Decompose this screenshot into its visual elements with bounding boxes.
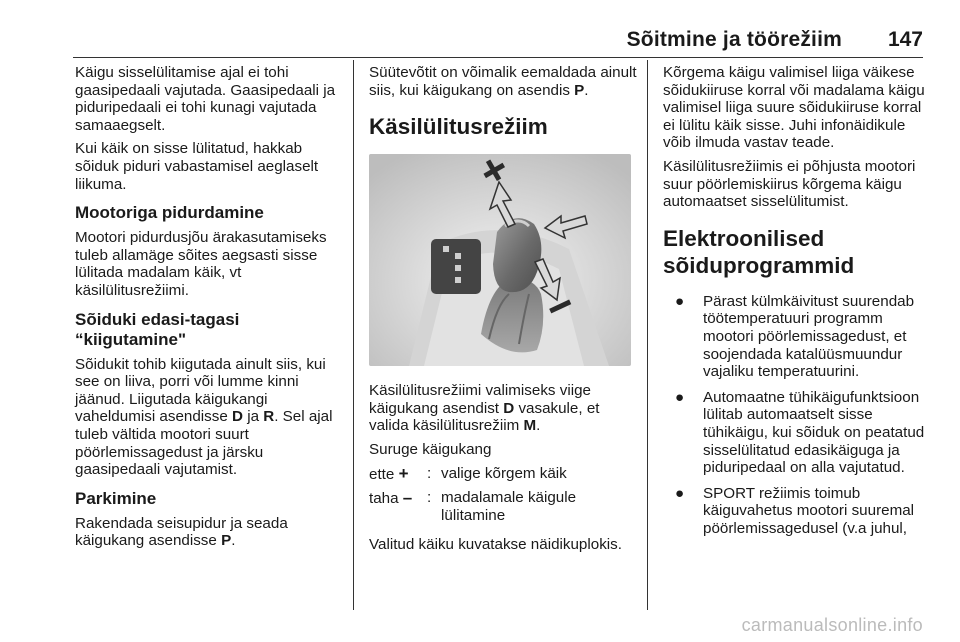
paragraph: Mootori pidurdusjõu ärakasutamiseks tuleb allamäge sõites aegsasti sisse lülitada madalam käik, vt käsilülitusrežiimi. (75, 229, 327, 299)
heading-rocking: Sõiduki edasi-tagasi “kiigutamine" (75, 309, 240, 349)
page-number: 147 (887, 28, 923, 51)
paragraph: Suruge käigukang (369, 440, 492, 458)
plus-icon: + (398, 463, 409, 483)
column-3 (663, 64, 931, 545)
list-item: ● SPORT režiimis toimub käiguvahetus mootori suuremal pöörlemissagedusel (v.a juhul, (675, 484, 915, 537)
paragraph: Kõrgema käigu valimisel liiga väikese sõidukiiruse korral või madalama käigu valimisel liiga suure sõidukiiruse korral ei lülitu käik sisse. Juhi infonäidikule võib ilmuda vastav teade. (663, 64, 925, 152)
definition-shift-up: ette + : valige kõrgem käik (369, 463, 567, 483)
watermark: carmanualsonline.info (741, 615, 923, 635)
paragraph: Valitud käiku kuvatakse näidikuplokis. (369, 536, 622, 554)
paragraph: Sõidukit tohib kiigutada ainult siis, kui see on liiva, porri või lumme kinni jäänud. Liigutada käigukangi vaheldumisi asendisse D ja R. Sel ajal tuleb vältida mootori suurt pöörlemissagedust ja järsku gaasipedaali vajutamist. (75, 355, 333, 479)
paragraph: Käsilülitusrežiimi valimiseks viige käigukang asendist D vasakule, et valida käsilülitusrežiim M. (369, 382, 600, 435)
header-rule (73, 57, 923, 58)
bullet-icon: ● (675, 388, 685, 406)
page-header (0, 0, 960, 60)
paragraph: Rakendada seisupidur ja seada käigukang asendisse P. (75, 514, 288, 550)
heading-engine-braking: Mootoriga pidurdamine (75, 203, 264, 223)
heading-electronic-programs: Elektroonilised sõiduprogrammid (663, 225, 855, 278)
column-1 (75, 64, 345, 556)
definition-shift-down: taha – : madalamale käigule lülitamine (369, 488, 577, 524)
section-title: Sõitmine ja töörežiim (626, 28, 842, 51)
heading-parking: Parkimine (75, 488, 157, 508)
list-item: ● Automaatne tühikäigufunktsioon lülitab automaatselt sisse tühikäigu, kui sõiduk on peatatud sisselülitatud edasikäiguga ja piduripedaal on alla vajutatud. (675, 388, 925, 477)
paragraph: Käigu sisselülitamise ajal ei tohi gaasipedaali vajutada. Gaasipedaali ja piduripedaali ei tohi kunagi vajutada samaaegselt. (75, 64, 336, 134)
gear-selector-illustration (369, 154, 631, 366)
paragraph: Käsilülitusrežiimis ei põhjusta mootori suur pöörlemiskiirus kõrgema käigu automaatset sisselülitumist. (663, 157, 916, 211)
column-2 (369, 64, 641, 560)
heading-manual-mode: Käsilülitusrežiim (369, 114, 548, 140)
list-item: ● Pärast külmkäivitust suurendab töötemperatuuri programm mootori pöörlemissagedust, et soojendada katalüüsmuundur vajaliku temperatuurini. (675, 292, 915, 381)
program-list (663, 293, 931, 538)
column-divider-2 (647, 60, 648, 610)
bullet-icon: ● (675, 292, 685, 310)
column-divider-1 (353, 60, 354, 610)
paragraph: Kui käik on sisse lülitatud, hakkab sõiduk piduri vabastamisel aeglaselt liikuma. (75, 140, 319, 193)
minus-icon: – (402, 488, 413, 508)
paragraph: Süütevõtit on võimalik eemaldada ainult siis, kui käigukang on asendis P. (369, 64, 637, 99)
bullet-icon: ● (675, 484, 685, 502)
